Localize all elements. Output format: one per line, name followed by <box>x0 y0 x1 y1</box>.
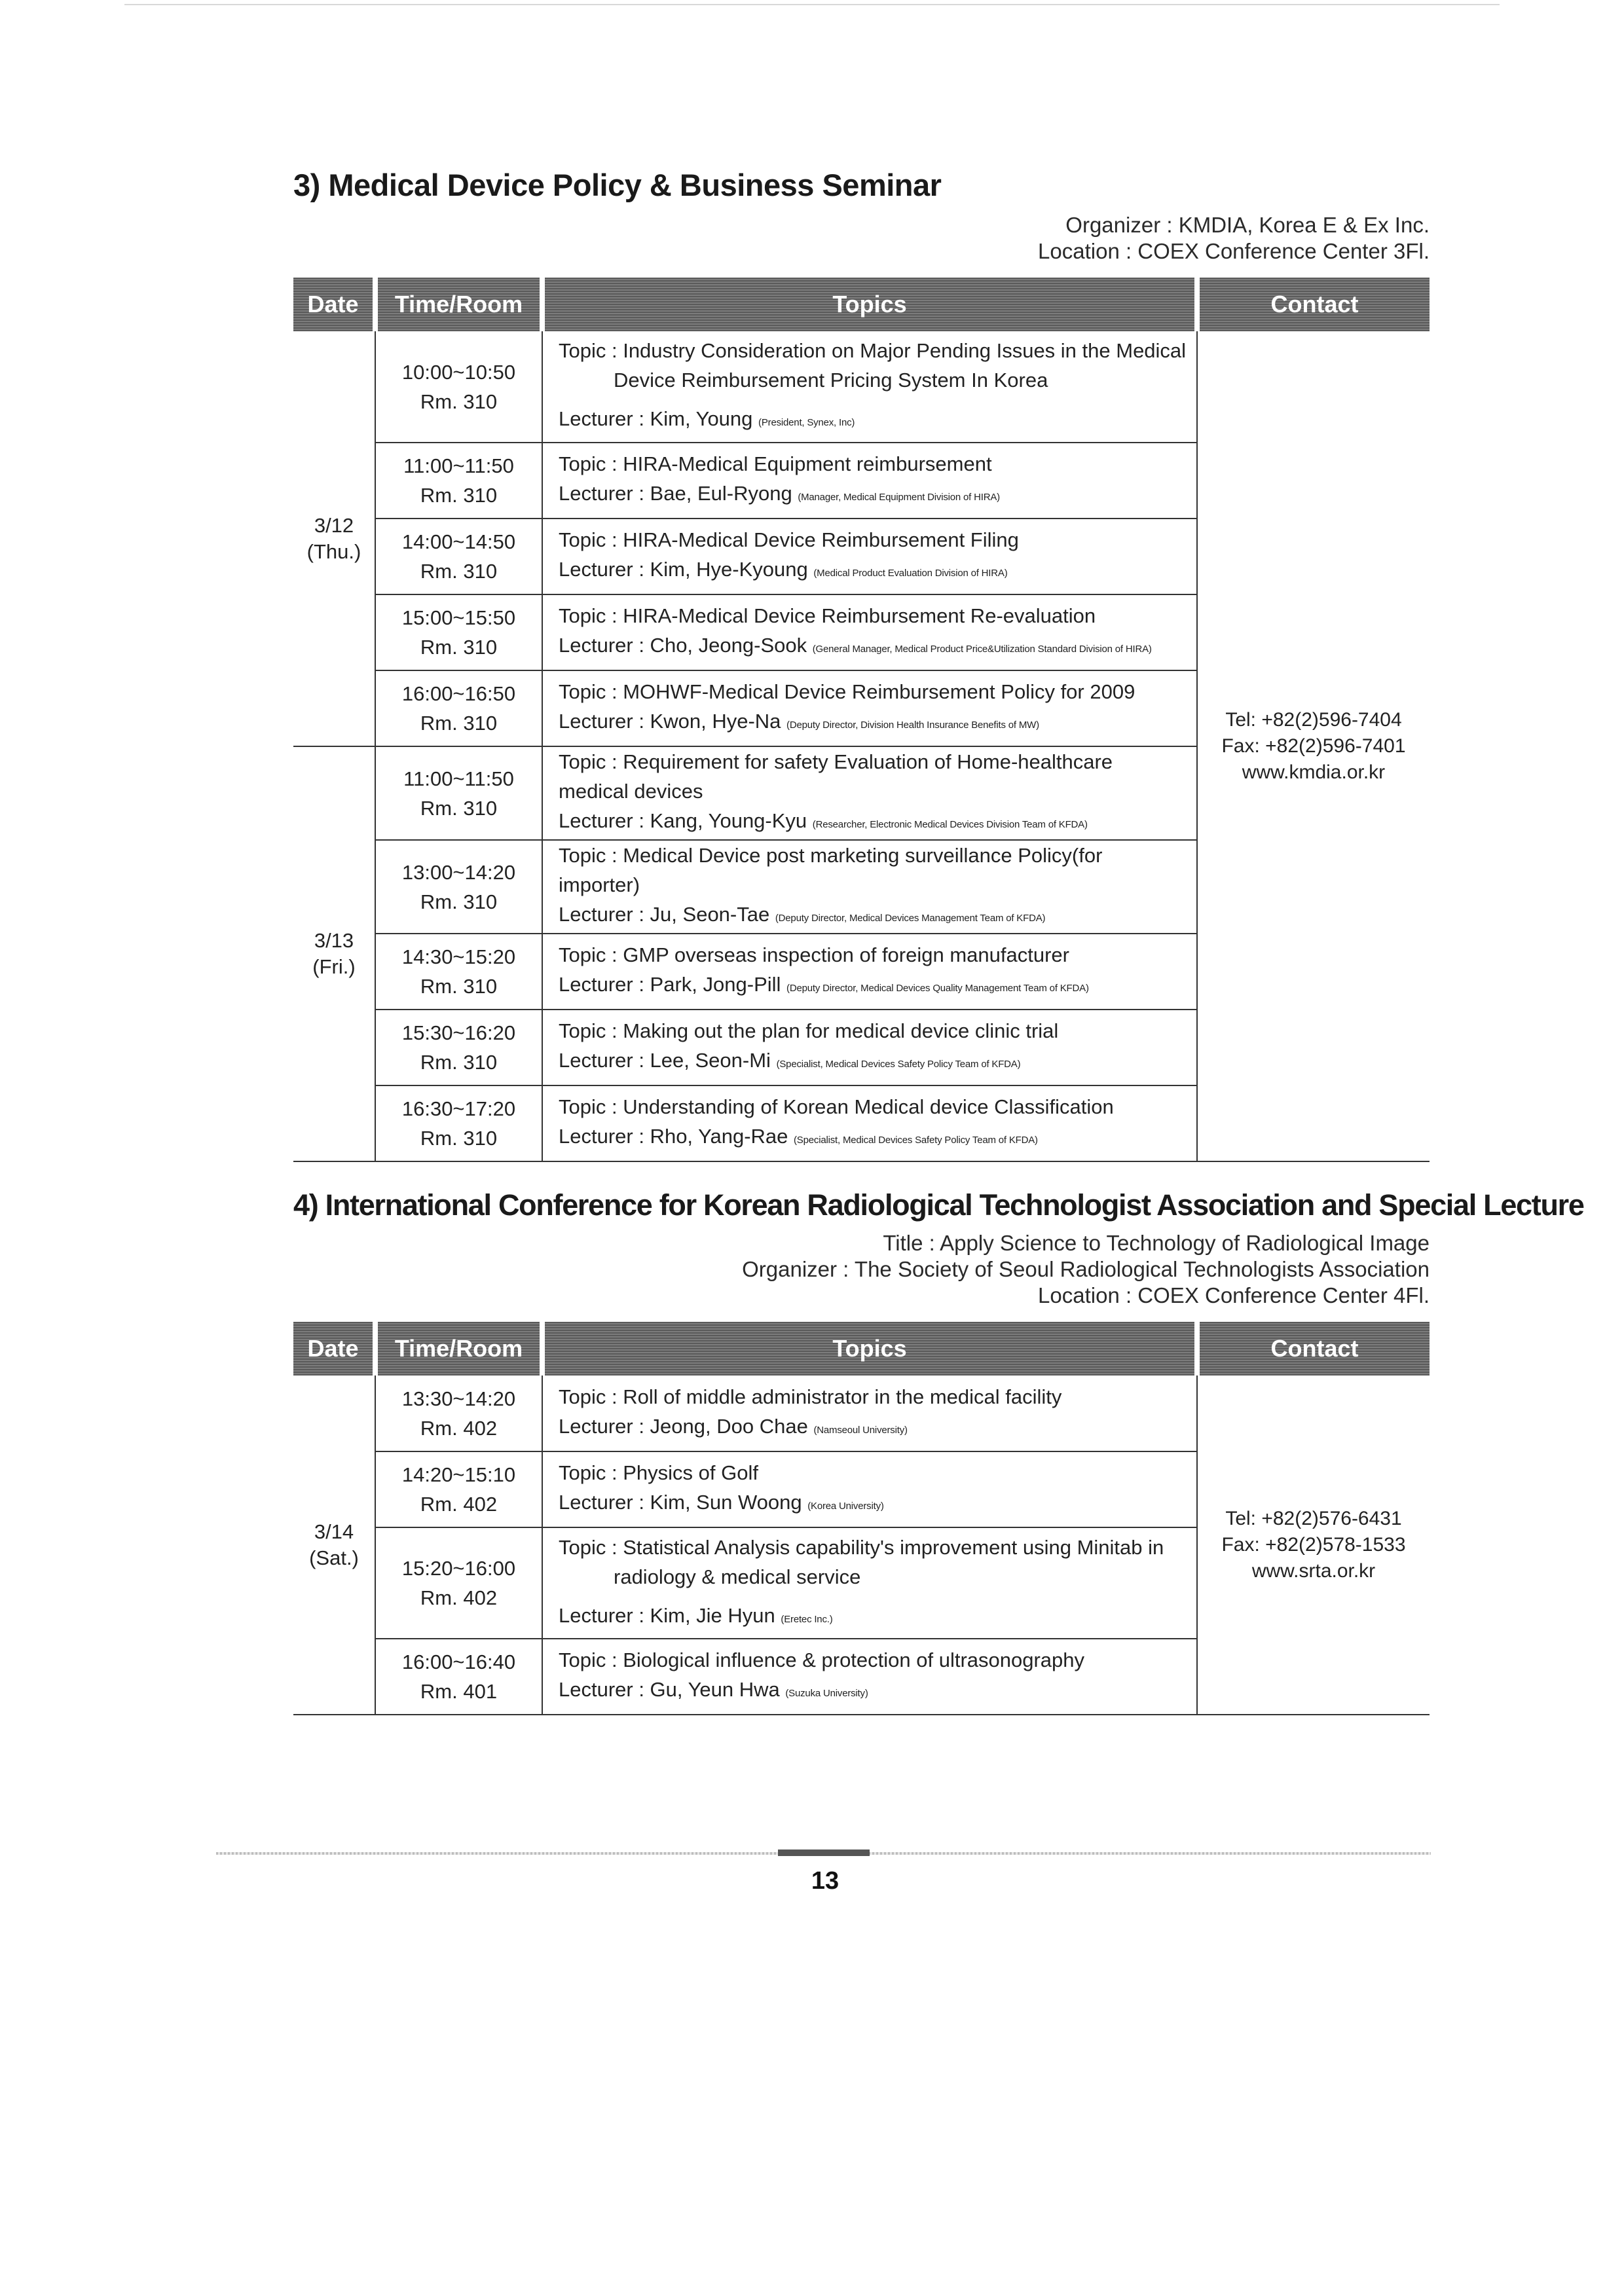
session-topic-continued: radiology & medical service <box>614 1565 861 1588</box>
time-cell <box>375 1376 542 1451</box>
session-topic: Topic : HIRA-Medical Equipment reimbursement <box>559 452 992 475</box>
date-cell <box>293 331 375 746</box>
time-cell <box>375 443 542 519</box>
time-cell <box>375 1639 542 1715</box>
time-cell <box>375 1451 542 1527</box>
session-time: 16:00~16:40 <box>401 1650 516 1673</box>
session-lecturer: Lecturer : Lee, Seon-Mi <box>559 1049 771 1072</box>
conference-title: 4) International Conference for Korean Radiological Technologist Association and Special Lecture <box>293 1188 1584 1222</box>
session-lecturer-line <box>559 1675 1187 1708</box>
seminar-title: 3) Medical Device Policy & Business Seminar <box>293 168 942 202</box>
date-cell <box>293 746 375 1161</box>
session-topic: Topic : MOHWF-Medical Device Reimbursement Policy for 2009 <box>559 680 1135 703</box>
session-time: 10:00~10:50 <box>401 360 516 384</box>
session-lecturer: Lecturer : Jeong, Doo Chae <box>559 1414 808 1438</box>
time-cell <box>375 670 542 746</box>
session-affiliation: (Deputy Director, Medical Devices Management Team of KFDA) <box>775 913 1046 924</box>
session-lecturer-line <box>559 806 1187 839</box>
conference-table <box>293 1322 1430 1715</box>
session-topic: Topic : Roll of middle administrator in the medical facility <box>559 1385 1062 1408</box>
session-affiliation: (General Manager, Medical Product Price&Utilization Standard Division of HIRA) <box>812 644 1152 655</box>
session-topic: Topic : Requirement for safety Evaluation of Home-healthcare medical devices <box>559 750 1113 803</box>
session-lecturer: Lecturer : Gu, Yeun Hwa <box>559 1678 780 1701</box>
session-lecturer-line <box>559 900 1187 933</box>
session-room: Rm. 310 <box>420 1127 498 1150</box>
top-rule <box>124 4 1500 5</box>
time-cell <box>375 331 542 443</box>
session-lecturer: Lecturer : Kim, Jie Hyun <box>559 1603 775 1627</box>
session-lecturer: Lecturer : Cho, Jeong-Sook <box>559 634 807 657</box>
session-room: Rm. 310 <box>420 975 498 998</box>
session-topic: Topic : Physics of Golf <box>559 1461 758 1484</box>
topic-cell <box>542 1527 1197 1639</box>
seminar-section <box>293 167 1430 1162</box>
session-lecturer-line <box>559 630 1187 664</box>
session-lecturer-line <box>559 1412 1187 1445</box>
conference-location: Location : COEX Conference Center 4Fl. <box>1038 1283 1430 1307</box>
contact-website: www.kmdia.or.kr <box>1242 761 1386 783</box>
header-contact: Contact <box>1197 278 1430 331</box>
header-time: Time/Room <box>375 278 542 331</box>
session-topic: Topic : GMP overseas inspection of foreign manufacturer <box>559 943 1069 966</box>
topic-cell <box>542 934 1197 1010</box>
session-lecturer-line <box>559 706 1187 740</box>
session-lecturer: Lecturer : Kim, Young <box>559 407 753 430</box>
session-time: 11:00~11:50 <box>403 454 514 477</box>
session-time: 15:30~16:20 <box>401 1021 516 1044</box>
session-lecturer: Lecturer : Kim, Sun Woong <box>559 1491 802 1514</box>
session-room: Rm. 401 <box>420 1680 498 1703</box>
session-affiliation: (Suzuka University) <box>785 1688 868 1699</box>
date: 3/13 <box>314 929 354 952</box>
session-room: Rm. 310 <box>420 890 498 913</box>
conference-theme: Title : Apply Science to Technology of Radiological Image <box>883 1231 1430 1255</box>
session-time: 14:00~14:50 <box>401 530 516 553</box>
contact-website: www.srta.or.kr <box>1251 1559 1376 1582</box>
session-lecturer-line <box>559 970 1187 1003</box>
topic-cell <box>542 594 1197 670</box>
session-lecturer: Lecturer : Rho, Yang-Rae <box>559 1125 788 1148</box>
conference-section <box>293 1188 1584 1715</box>
weekday: (Thu.) <box>306 539 361 563</box>
session-room: Rm. 402 <box>420 1586 498 1609</box>
seminar-header-row <box>293 278 1430 331</box>
session-time: 16:30~17:20 <box>401 1097 516 1120</box>
session-affiliation: (Korea University) <box>807 1501 884 1512</box>
weekday: (Fri.) <box>312 955 356 978</box>
session-time: 13:00~14:20 <box>401 860 516 884</box>
footer-rule-accent <box>778 1850 870 1856</box>
contact-tel: Tel: +82(2)576-6431 <box>1225 1507 1402 1529</box>
session-room: Rm. 310 <box>420 712 498 735</box>
contact-fax: Fax: +82(2)578-1533 <box>1221 1533 1406 1556</box>
session-lecturer-line <box>559 1601 1187 1634</box>
conference-meta <box>293 1230 1430 1309</box>
session-topic: Topic : Industry Consideration on Major Pending Issues in the Medical <box>559 339 1187 362</box>
topic-cell <box>542 1451 1197 1527</box>
topic-cell <box>542 519 1197 594</box>
contact-cell <box>1197 331 1430 1161</box>
session-lecturer: Lecturer : Kwon, Hye-Na <box>559 710 781 733</box>
table-row <box>293 331 1430 443</box>
session-room: Rm. 310 <box>420 636 498 659</box>
session-affiliation: (Researcher, Electronic Medical Devices Division Team of KFDA) <box>812 819 1088 830</box>
session-room: Rm. 310 <box>420 796 498 820</box>
seminar-organizer: Organizer : KMDIA, Korea E & Ex Inc. <box>1065 213 1430 237</box>
session-affiliation: (Deputy Director, Medical Devices Quality Management Team of KFDA) <box>786 983 1089 994</box>
session-topic: Topic : Statistical Analysis capability's improvement using Minitab in <box>559 1535 1164 1559</box>
session-time: 14:20~15:10 <box>401 1463 516 1486</box>
session-lecturer-line <box>559 479 1187 512</box>
seminar-location: Location : COEX Conference Center 3Fl. <box>1038 239 1430 263</box>
topic-cell <box>542 1639 1197 1715</box>
session-time: 11:00~11:50 <box>403 767 514 790</box>
topic-cell <box>542 840 1197 934</box>
session-time: 13:30~14:20 <box>401 1387 516 1410</box>
time-cell <box>375 1010 542 1085</box>
topic-cell <box>542 443 1197 519</box>
topic-cell <box>542 746 1197 840</box>
session-room: Rm. 310 <box>420 1051 498 1074</box>
time-cell <box>375 840 542 934</box>
session-affiliation: (Specialist, Medical Devices Safety Policy Team of KFDA) <box>794 1135 1038 1146</box>
session-affiliation: (Deputy Director, Division Health Insurance Benefits of MW) <box>786 720 1039 731</box>
session-room: Rm. 402 <box>420 1493 498 1516</box>
time-cell <box>375 934 542 1010</box>
session-room: Rm. 310 <box>420 560 498 583</box>
session-time: 16:00~16:50 <box>401 682 516 705</box>
session-topic: Topic : HIRA-Medical Device Reimbursement Filing <box>559 528 1019 551</box>
session-room: Rm. 402 <box>420 1416 498 1440</box>
header-topics: Topics <box>542 278 1197 331</box>
table-row <box>293 1376 1430 1451</box>
time-cell <box>375 746 542 840</box>
session-lecturer: Lecturer : Park, Jong-Pill <box>559 973 781 996</box>
date: 3/12 <box>314 513 354 537</box>
contact-cell <box>1197 1376 1430 1715</box>
session-room: Rm. 310 <box>420 390 498 413</box>
session-topic: Topic : Biological influence & protection of ultrasonography <box>559 1649 1085 1671</box>
session-lecturer-line <box>559 555 1187 588</box>
session-lecturer-line <box>559 1121 1187 1155</box>
page-number: 13 <box>811 1867 840 1895</box>
contact-fax: Fax: +82(2)596-7401 <box>1221 735 1406 757</box>
session-time: 15:00~15:50 <box>401 606 516 629</box>
session-topic: Topic : Medical Device post marketing surveillance Policy(for importer) <box>559 844 1103 896</box>
time-cell <box>375 519 542 594</box>
session-affiliation: (Eretec Inc.) <box>781 1613 833 1625</box>
session-lecturer-line <box>559 404 1187 437</box>
topic-cell <box>542 670 1197 746</box>
session-lecturer: Lecturer : Kang, Young-Kyu <box>559 809 807 832</box>
session-lecturer-line <box>559 1046 1187 1079</box>
weekday: (Sat.) <box>309 1546 359 1569</box>
session-lecturer: Lecturer : Kim, Hye-Kyoung <box>559 558 808 581</box>
session-affiliation: (Medical Product Evaluation Division of HIRA) <box>813 568 1008 579</box>
session-lecturer: Lecturer : Bae, Eul-Ryong <box>559 482 792 505</box>
topic-cell <box>542 1376 1197 1451</box>
contact-tel: Tel: +82(2)596-7404 <box>1225 708 1402 731</box>
topic-cell <box>542 1085 1197 1161</box>
time-cell <box>375 1527 542 1639</box>
header-topics: Topics <box>542 1322 1197 1376</box>
session-time: 14:30~15:20 <box>401 945 516 968</box>
session-time: 15:20~16:00 <box>401 1557 516 1580</box>
session-topic: Topic : Making out the plan for medical device clinic trial <box>559 1019 1059 1042</box>
session-topic-continued: Device Reimbursement Pricing System In Korea <box>614 369 1048 392</box>
date-cell <box>293 1376 375 1715</box>
header-time: Time/Room <box>375 1322 542 1376</box>
conference-header-row <box>293 1322 1430 1376</box>
seminar-meta <box>293 212 1430 264</box>
header-contact: Contact <box>1197 1322 1430 1376</box>
session-room: Rm. 310 <box>420 484 498 507</box>
header-date: Date <box>293 1322 375 1376</box>
session-affiliation: (Specialist, Medical Devices Safety Policy Team of KFDA) <box>776 1059 1021 1070</box>
session-affiliation: (Manager, Medical Equipment Division of HIRA) <box>798 492 1000 503</box>
session-lecturer-line <box>559 1487 1187 1521</box>
session-topic: Topic : Understanding of Korean Medical device Classification <box>559 1095 1114 1118</box>
topic-cell <box>542 331 1197 443</box>
time-cell <box>375 1085 542 1161</box>
header-date: Date <box>293 278 375 331</box>
session-lecturer: Lecturer : Ju, Seon-Tae <box>559 903 770 926</box>
session-topic: Topic : HIRA-Medical Device Reimbursement Re-evaluation <box>559 604 1096 627</box>
topic-cell <box>542 1010 1197 1085</box>
session-affiliation: (Namseoul University) <box>813 1424 908 1436</box>
date: 3/14 <box>314 1520 354 1543</box>
seminar-table <box>293 278 1430 1162</box>
conference-organizer: Organizer : The Society of Seoul Radiological Technologists Association <box>742 1257 1430 1281</box>
session-affiliation: (President, Synex, Inc) <box>758 417 855 428</box>
time-cell <box>375 594 542 670</box>
